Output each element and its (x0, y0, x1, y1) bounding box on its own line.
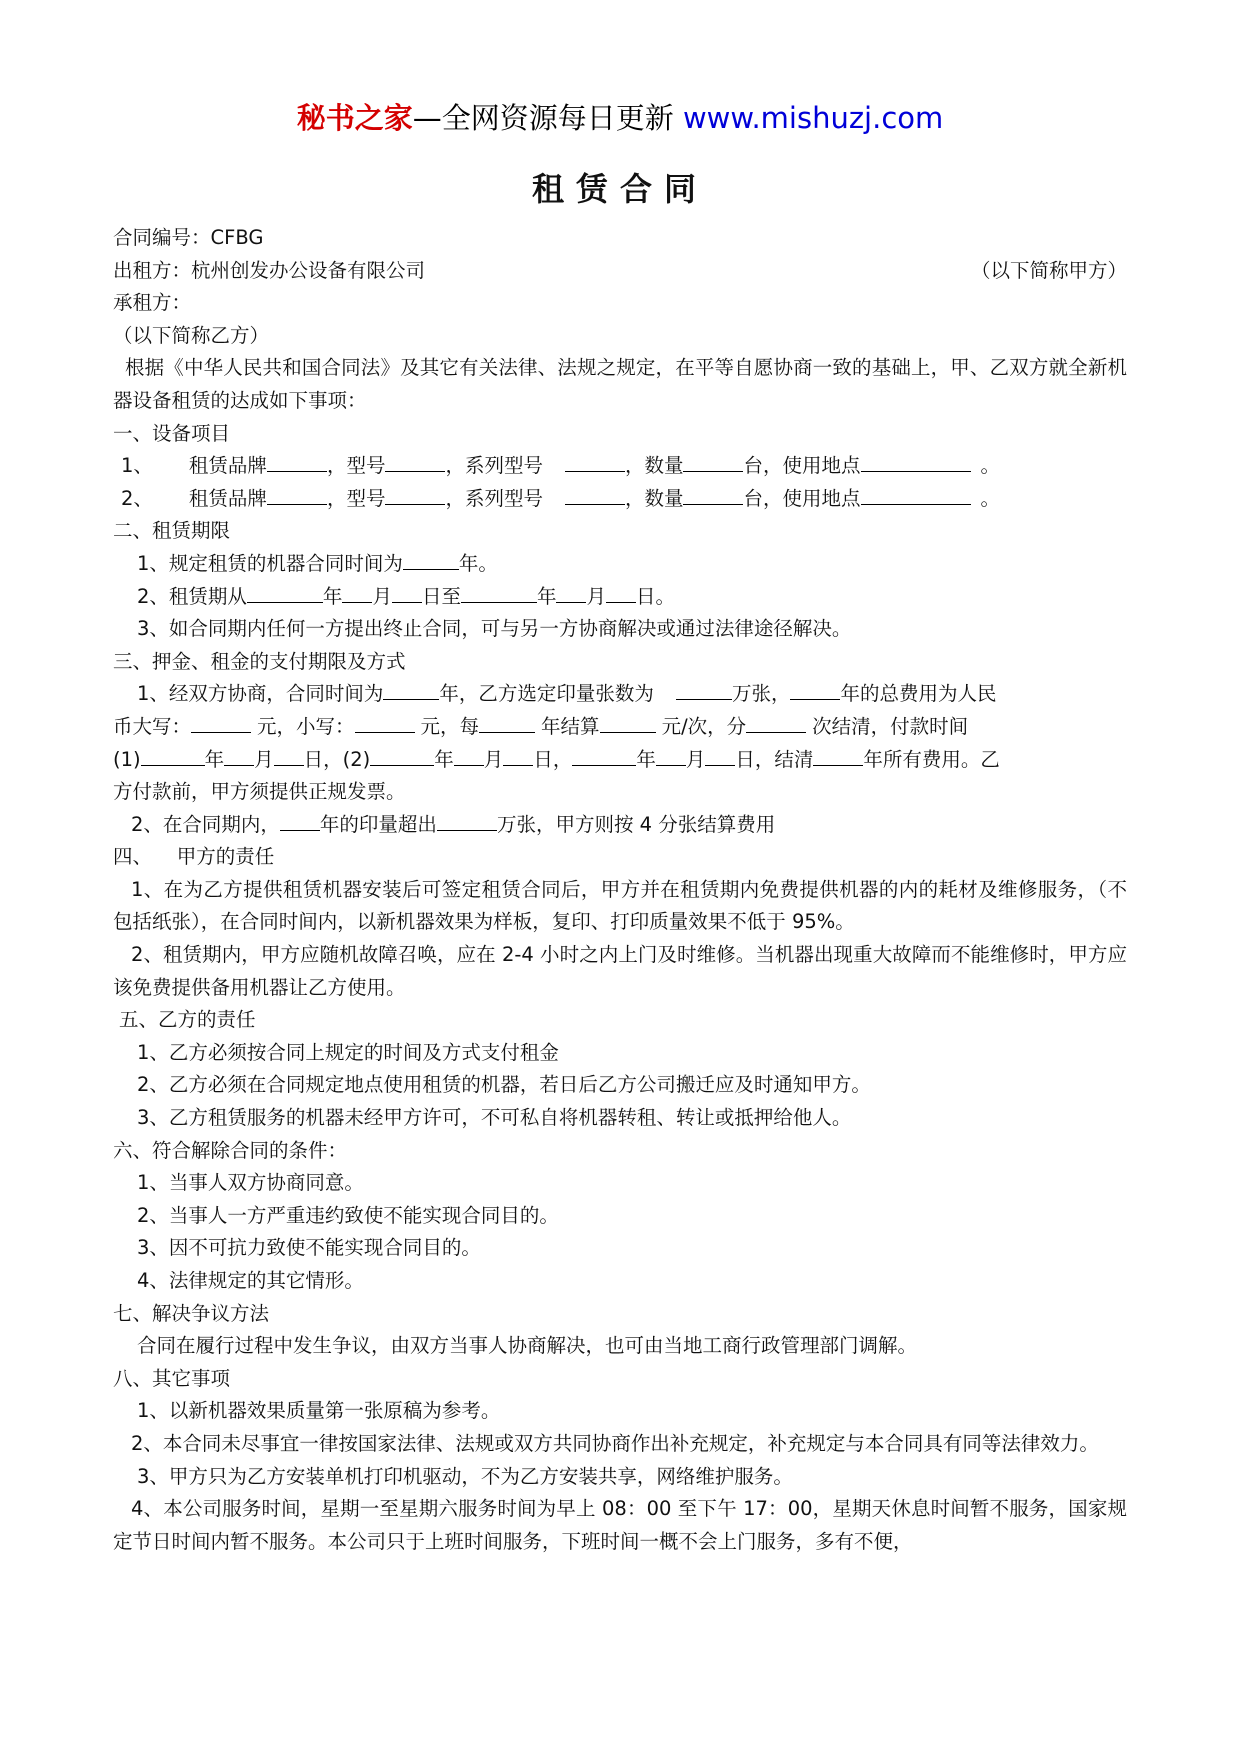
termination-condition-3: 3、因不可抗力致使不能实现合同目的。 (137, 1236, 481, 1260)
blank-field[interactable] (355, 712, 415, 733)
other-item-2: 2、本合同未尽事宜一律按国家法律、法规或双方共同协商作出补充规定，补充规定与本合同具有同等法律效力。 (131, 1431, 1099, 1455)
blank-field[interactable] (572, 745, 636, 766)
blank-field[interactable] (454, 745, 484, 766)
other-item-4: 4、本公司服务时间，星期一至星期六服务时间为早上 08：00 至下午 17：00，星期天休息时间暂不服务，国家规定节日时间内暂不服务。本公司只于上班时间服务，下班时间一概不会上门服务，多有不便， (113, 1497, 1127, 1553)
blank-field[interactable] (461, 582, 537, 603)
section-heading: 四、 甲方的责任 (113, 845, 275, 869)
lessor-alias: （以下简称甲方） (970, 258, 1127, 282)
blank-field[interactable] (267, 451, 327, 472)
blank-field[interactable] (503, 745, 533, 766)
section-heading: 六、符合解除合同的条件： (113, 1138, 348, 1162)
lessor-line (113, 255, 1127, 288)
site-header (0, 96, 1240, 137)
lessee-line: 承租方： (113, 291, 192, 315)
blank-field[interactable] (656, 745, 686, 766)
section-heading: 二、租赁期限 (113, 519, 231, 543)
payment-item-2: 2、在合同期内， 年的印量超出 万张，甲方则按 4 分张结算费用 (113, 809, 1127, 842)
section-heading: 五、乙方的责任 (119, 1008, 256, 1032)
blank-field[interactable] (556, 582, 586, 603)
blank-field[interactable] (437, 810, 497, 831)
blank-field[interactable] (274, 745, 304, 766)
blank-field[interactable] (600, 712, 656, 733)
termination-condition-1: 1、当事人双方协商同意。 (137, 1171, 364, 1195)
blank-field[interactable] (813, 745, 863, 766)
payment-line-3: (1) 年 月 日，(2) 年 月 日， 年 月 日，结清 年所有费用。乙 (113, 744, 1127, 777)
blank-field[interactable] (606, 582, 636, 603)
brand-name: 秘书之家 (296, 101, 413, 135)
blank-field[interactable] (267, 484, 327, 505)
blank-field[interactable] (370, 745, 434, 766)
payment-line-4: 方付款前，甲方须提供正规发票。 (113, 780, 406, 804)
site-link[interactable]: www.mishuzj.com (682, 101, 944, 135)
payment-line-2: 币大写： 元，小写： 元，每 年结算 元/次，分 次结清，付款时间 (113, 711, 1127, 744)
lessee-duty-2: 2、乙方必须在合同规定地点使用租赁的机器，若日后乙方公司搬迁应及时通知甲方。 (137, 1073, 871, 1097)
blank-field[interactable] (385, 451, 445, 472)
header-slogan: —全网资源每日更新 (412, 101, 683, 135)
contract-number: 合同编号：CFBG (113, 226, 264, 249)
blank-field[interactable] (705, 745, 735, 766)
blank-field[interactable] (385, 484, 445, 505)
lessor-duty-2: 2、租赁期内，甲方应随机故障召唤，应在 2-4 小时之内上门及时维修。当机器出现重大故障而不能维修时，甲方应该免费提供备用机器让乙方使用。 (113, 943, 1127, 999)
blank-field[interactable] (683, 484, 743, 505)
equipment-item-2: 2、 租赁品牌 ，型号 ，系列型号 ，数量 台，使用地点 。 (113, 483, 1127, 516)
blank-field[interactable] (479, 712, 535, 733)
blank-field[interactable] (565, 451, 625, 472)
termination-condition-4: 4、法律规定的其它情形。 (137, 1269, 364, 1292)
blank-field[interactable] (247, 582, 323, 603)
termination-condition-2: 2、当事人一方严重违约致使不能实现合同目的。 (137, 1203, 559, 1227)
blank-field[interactable] (861, 451, 971, 472)
contract-body (113, 222, 1127, 1558)
section-heading: 一、设备项目 (113, 421, 231, 445)
section-heading: 七、解决争议方法 (113, 1301, 270, 1325)
term-item-2: 2、租赁期从 年 月 日至 年 月 日。 (113, 581, 1127, 614)
dispute-text: 合同在履行过程中发生争议，由双方当事人协商解决，也可由当地工商行政管理部门调解。 (137, 1334, 918, 1358)
blank-field[interactable] (383, 679, 439, 700)
other-item-1: 1、以新机器效果质量第一张原稿为参考。 (137, 1399, 501, 1423)
lessee-alias: （以下简称乙方） (113, 323, 270, 347)
blank-field[interactable] (861, 484, 971, 505)
blank-field[interactable] (565, 484, 625, 505)
term-item-3: 3、如合同期内任何一方提出终止合同，可与另一方协商解决或通过法律途径解决。 (137, 617, 852, 641)
blank-field[interactable] (790, 679, 840, 700)
section-heading: 八、其它事项 (113, 1366, 231, 1390)
payment-line-1: 1、经双方协商，合同时间为 年，乙方选定印量张数为 万张， 年的总费用为人民 (113, 678, 1127, 711)
lessor-name: 出租方：杭州创发办公设备有限公司 (113, 258, 426, 282)
blank-field[interactable] (224, 745, 254, 766)
blank-field[interactable] (280, 810, 320, 831)
blank-field[interactable] (746, 712, 806, 733)
lessee-duty-1: 1、乙方必须按合同上规定的时间及方式支付租金 (137, 1040, 559, 1064)
blank-field[interactable] (403, 549, 459, 570)
other-item-3: 3、甲方只为乙方安装单机打印机驱动，不为乙方安装共享，网络维护服务。 (137, 1464, 793, 1488)
term-item-1: 1、规定租赁的机器合同时间为 年。 (113, 548, 1127, 581)
preamble: 根据《中华人民共和国合同法》及其它有关法律、法规之规定，在平等自愿协商一致的基础上，甲、乙双方就全新机器设备租赁的达成如下事项： (113, 356, 1127, 412)
blank-field[interactable] (191, 712, 251, 733)
blank-field[interactable] (683, 451, 743, 472)
document-title: 租赁合同 (531, 170, 708, 208)
section-heading: 三、押金、租金的支付期限及方式 (113, 649, 406, 673)
blank-field[interactable] (342, 582, 372, 603)
blank-field[interactable] (676, 679, 732, 700)
equipment-item-1: 1、 租赁品牌 ，型号 ，系列型号 ，数量 台，使用地点 。 (113, 450, 1127, 483)
blank-field[interactable] (141, 745, 205, 766)
blank-field[interactable] (392, 582, 422, 603)
lessee-duty-3: 3、乙方租赁服务的机器未经甲方许可，不可私自将机器转租、转让或抵押给他人。 (137, 1106, 852, 1130)
lessor-duty-1: 1、在为乙方提供租赁机器安装后可签定租赁合同后，甲方并在租赁期内免费提供机器的内的耗材及维修服务，（不包括纸张），在合同时间内，以新机器效果为样板，复印、打印质量效果不低于 95%。 (113, 877, 1127, 934)
